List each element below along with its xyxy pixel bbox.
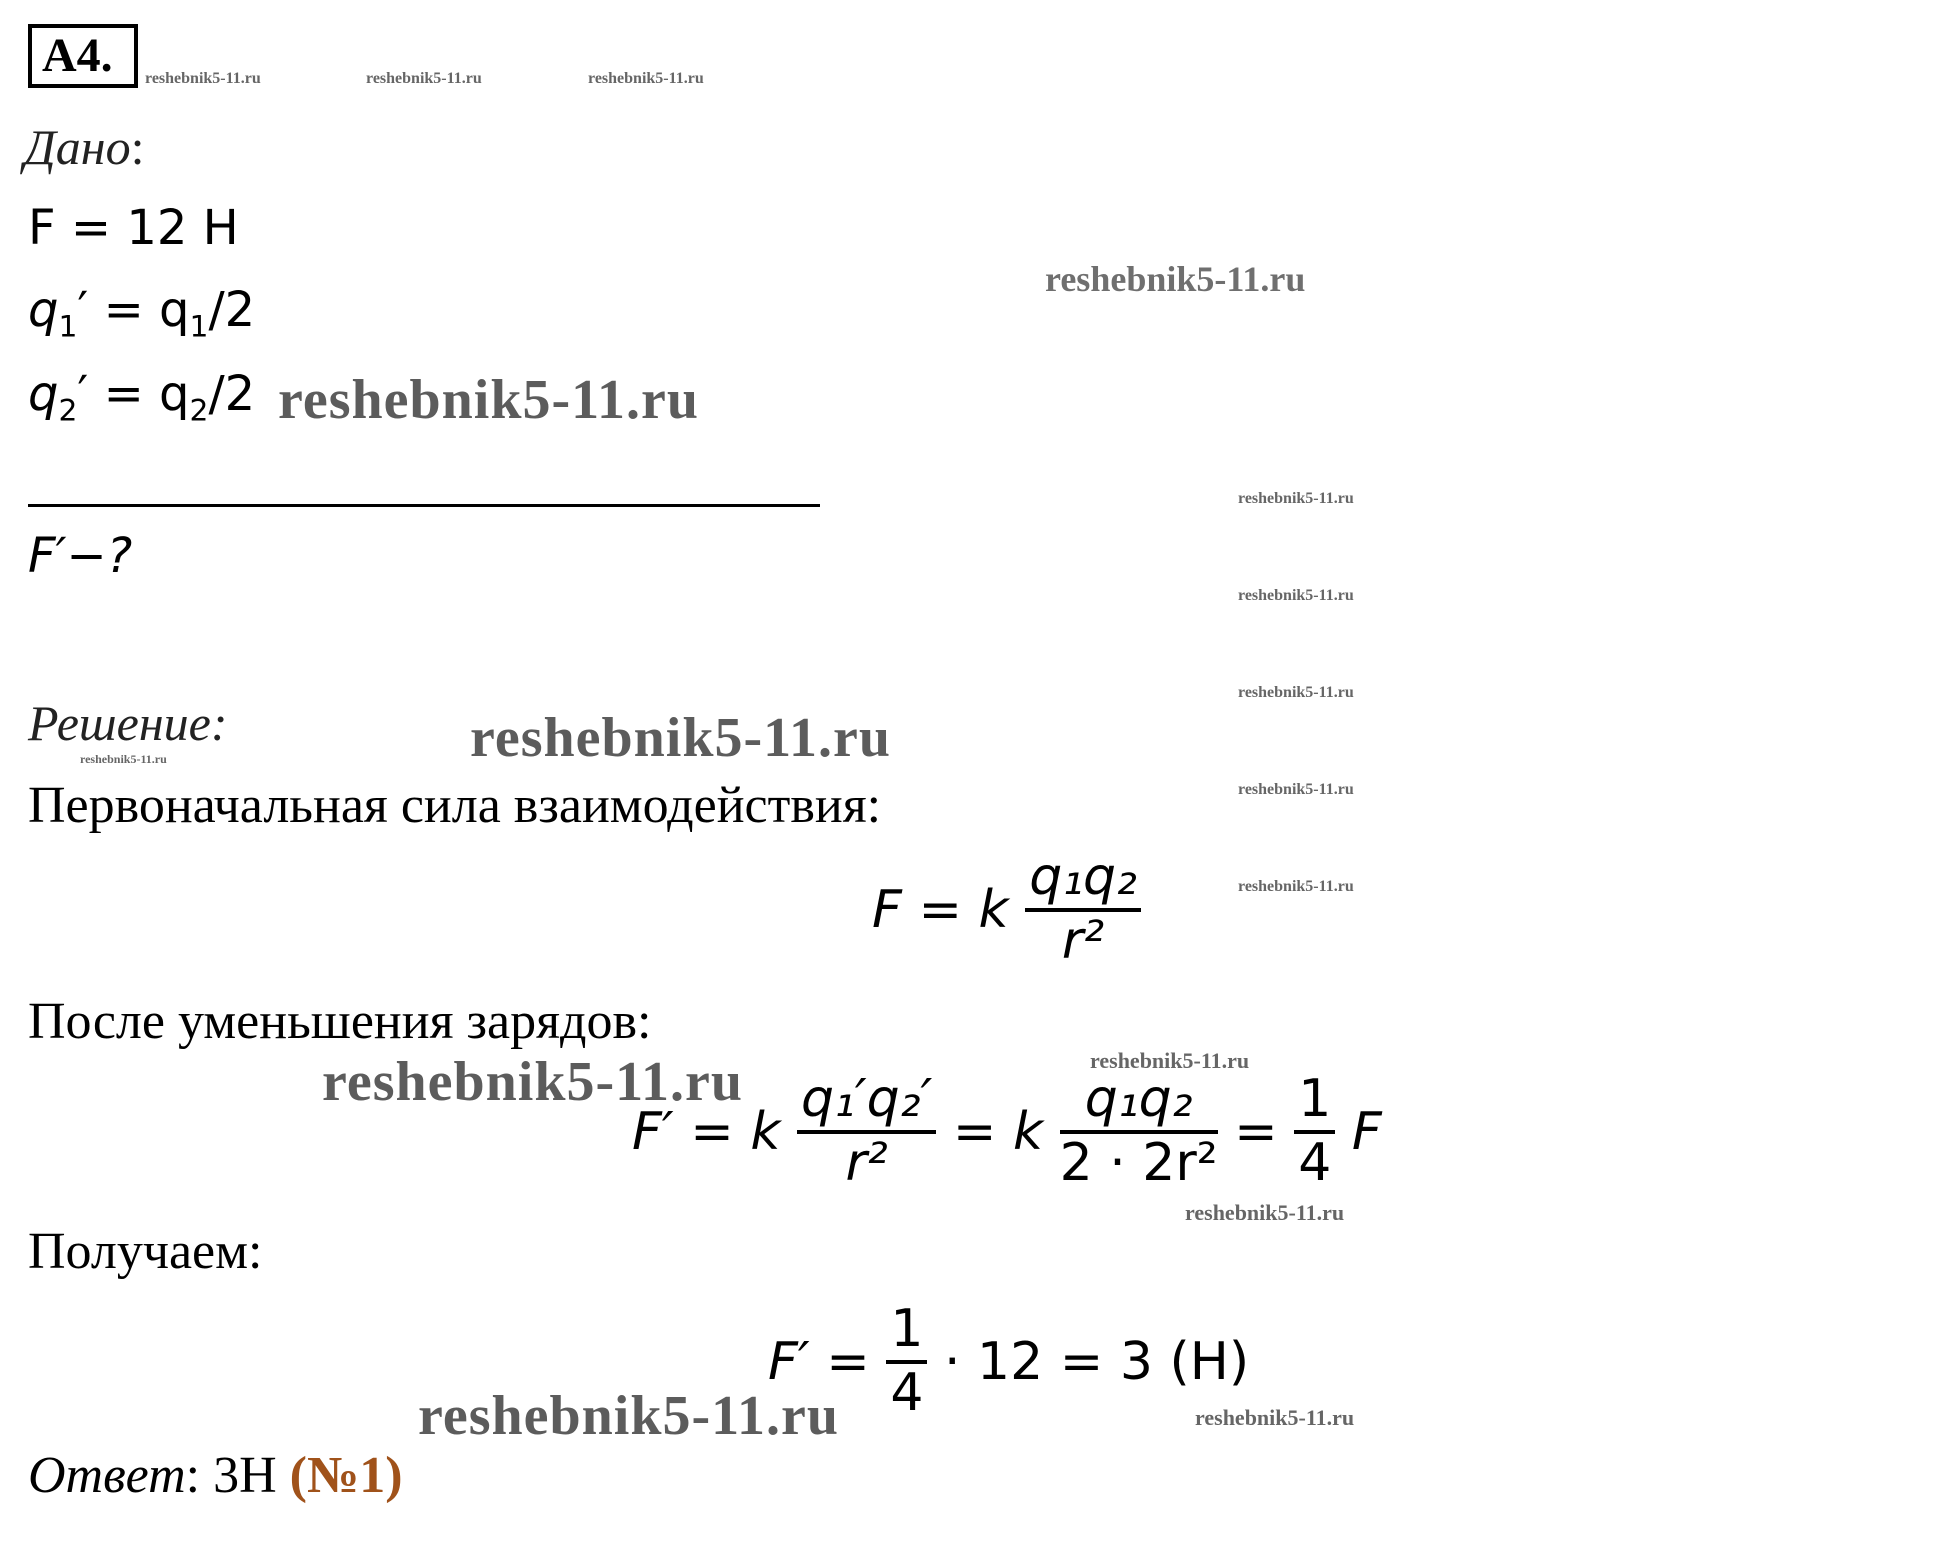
watermark-text: reshebnik5-11.ru: [1185, 1200, 1345, 1225]
formula-reduced-force: F′ = k $\frac{\text{q₁′q₂′}}{\text{r²}}$ = k $\frac{\text{q₁q₂}}{\text{2 · 2r²}}$ = $\frac{1}{4}$ F: [632, 1069, 1382, 1193]
given-divider: [28, 504, 820, 507]
formula-result: F′ = $\frac{1}{4}$ · 12 = 3 (Н): [768, 1299, 1250, 1423]
result-label: Получаем:: [28, 1223, 263, 1280]
after-reduction-label: После уменьшения зарядов:: [28, 993, 652, 1050]
watermark-text: reshebnik5-11.ru: [1238, 781, 1354, 798]
watermark-text: reshebnik5-11.ru: [1238, 587, 1354, 604]
fraction: $\frac{\text{q₁q₂}}{\text{2 · 2r²}}$: [1059, 1069, 1218, 1193]
watermark-text: reshebnik5-11.ru: [470, 707, 892, 769]
initial-force-label: Первоначальная сила взаимодействия:: [28, 777, 882, 834]
fraction: $\frac{1}{4}$: [886, 1300, 927, 1424]
solution-heading: Решение:: [28, 695, 228, 751]
watermark-text: reshebnik5-11.ru: [1238, 878, 1354, 895]
watermark-text: reshebnik5-11.ru: [418, 1385, 840, 1447]
fraction: $\frac{\text{q₁′q₂′}}{\text{r²}}$: [797, 1070, 936, 1194]
answer-reference: (№1): [289, 1447, 403, 1504]
given-charge-1: $q_1' = q_1/2$: [28, 282, 256, 345]
given-charge-2: $q_2' = q_2/2$: [28, 366, 256, 429]
fraction: $\frac{\text{q₁q₂}}{\text{r²}}$: [1025, 848, 1141, 972]
watermark-text: reshebnik5-11.ru: [278, 369, 700, 431]
given-heading: Дано:: [24, 119, 145, 175]
watermark-text: reshebnik5-11.ru: [322, 1051, 744, 1113]
watermark-text: reshebnik5-11.ru: [588, 70, 704, 87]
watermark-text: reshebnik5-11.ru: [1195, 1405, 1355, 1430]
watermark-text: reshebnik5-11.ru: [366, 70, 482, 87]
task-number: A4.: [28, 24, 138, 88]
given-force: F = 12 Н: [28, 200, 239, 256]
watermark-text: reshebnik5-11.ru: [1045, 259, 1306, 299]
answer-line: Ответ: 3Н (№1): [28, 1447, 403, 1504]
answer-value: 3Н: [213, 1447, 277, 1504]
answer-label: Ответ: [28, 1447, 186, 1504]
formula-initial-force: F = k $\frac{\text{q₁q₂}}{\text{r²}}$: [872, 848, 1141, 972]
watermark-text: reshebnik5-11.ru: [80, 752, 167, 766]
fraction: $\frac{1}{4}$: [1294, 1070, 1335, 1194]
watermark-text: reshebnik5-11.ru: [1090, 1048, 1250, 1073]
watermark-text: reshebnik5-11.ru: [1238, 490, 1354, 507]
watermark-text: reshebnik5-11.ru: [1238, 684, 1354, 701]
find-value: F′−?: [28, 528, 133, 584]
watermark-text: reshebnik5-11.ru: [145, 70, 261, 87]
